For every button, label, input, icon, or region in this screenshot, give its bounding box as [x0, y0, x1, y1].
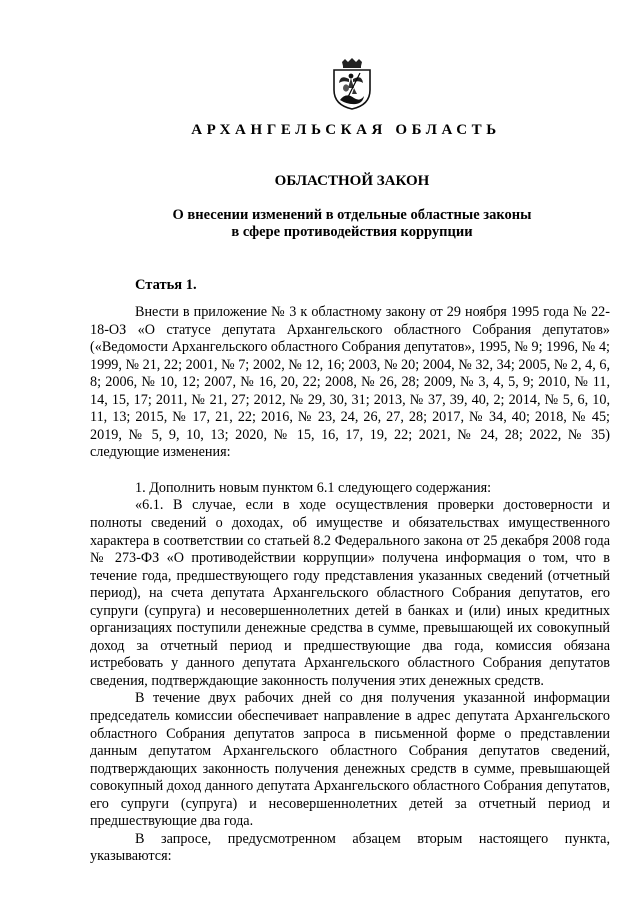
law-type-heading: ОБЛАСТНОЙ ЗАКОН: [274, 173, 430, 189]
article-heading: Статья 1.: [135, 277, 197, 293]
paragraph: В течение двух рабочих дней со дня получения указанной информации председатель комиссии обеспечивает направление в адрес депутата Архангельского областного Собрания депутатов запроса в письменной форме о представлении данным депутатом Архангельского областного Собрания депутатов сведений, подтверждающих законность получения денежных средств в сумме, превышающей совокупный доход данного депутата Архангельского областного Собрания депутатов, его супруги (супруга) и несовершеннолетних детей за отчетный период и предшествующие два года.: [90, 690, 610, 830]
article-body: [90, 304, 610, 866]
coat-of-arms-icon: [330, 58, 374, 110]
region-name: АРХАНГЕЛЬСКАЯ ОБЛАСТЬ: [191, 122, 501, 138]
paragraph: «6.1. В случае, если в ходе осуществления проверки достоверности и полноты сведений о доходах, об имуществе и обязательствах имущественного характера в соответствии со статьей 8.2 Федерального закона от 25 декабря 2008 года № 273-ФЗ «О противодействии коррупции» получена информация о том, что в течение года, предшествующего году представления указанных сведений (отчетный период), на счета депутата Архангельского областного Собрания депутатов, его супруги (супруга) и несовершеннолетних детей в банках и (или) иных кредитных организациях поступили денежные средства в сумме, превышающей их совокупный доход за отчетный период и предшествующие два года, комиссия обязана истребовать у данного депутата Архангельского областного Собрания депутатов сведения, подтверждающие законность получения этих денежных средств.: [90, 497, 610, 689]
law-title-line-1: О внесении изменений в отдельные областные законы: [172, 207, 532, 223]
paragraph: В запросе, предусмотренном абзацем вторым настоящего пункта, указываются:: [90, 830, 610, 865]
paragraph: 1. Дополнить новым пунктом 6.1 следующего содержания:: [135, 479, 492, 496]
law-title-line-2: в сфере противодействия коррупции: [231, 224, 473, 240]
law-title: [0, 207, 640, 241]
paragraph: Внести в приложение № 3 к областному закону от 29 ноября 1995 года № 22-18-ОЗ «О статусе депутата Архангельского областного Собрания депутатов» («Ведомости Архангельского областного Собрания депутатов», 1995, № 9; 1996, № 4; 1999, № 21, 22; 2001, № 7; 2002, № 12, 16; 2003, № 20; 2004, № 32, 34; 2005, № 2, 4, 6, 8; 2006, № 10, 12; 2007, № 16, 20, 22; 2008, № 26, 28; 2009, № 3, 4, 5, 9; 2010, № 11, 14, 15, 17; 2011, № 21, 27; 2012, № 29, 30, 31; 2013, № 37, 39, 40, 2; 2014, № 5, 6, 10, 11, 13; 2015, № 17, 21, 22; 2016, № 23, 24, 26, 27, 28; 2017, № 34, 40; 2018, № 45; 2019, № 5, 9, 10, 13; 2020, № 15, 16, 17, 19, 22; 2021, № 24, 28; 2022, № 35) следующие изменения:: [90, 304, 610, 461]
